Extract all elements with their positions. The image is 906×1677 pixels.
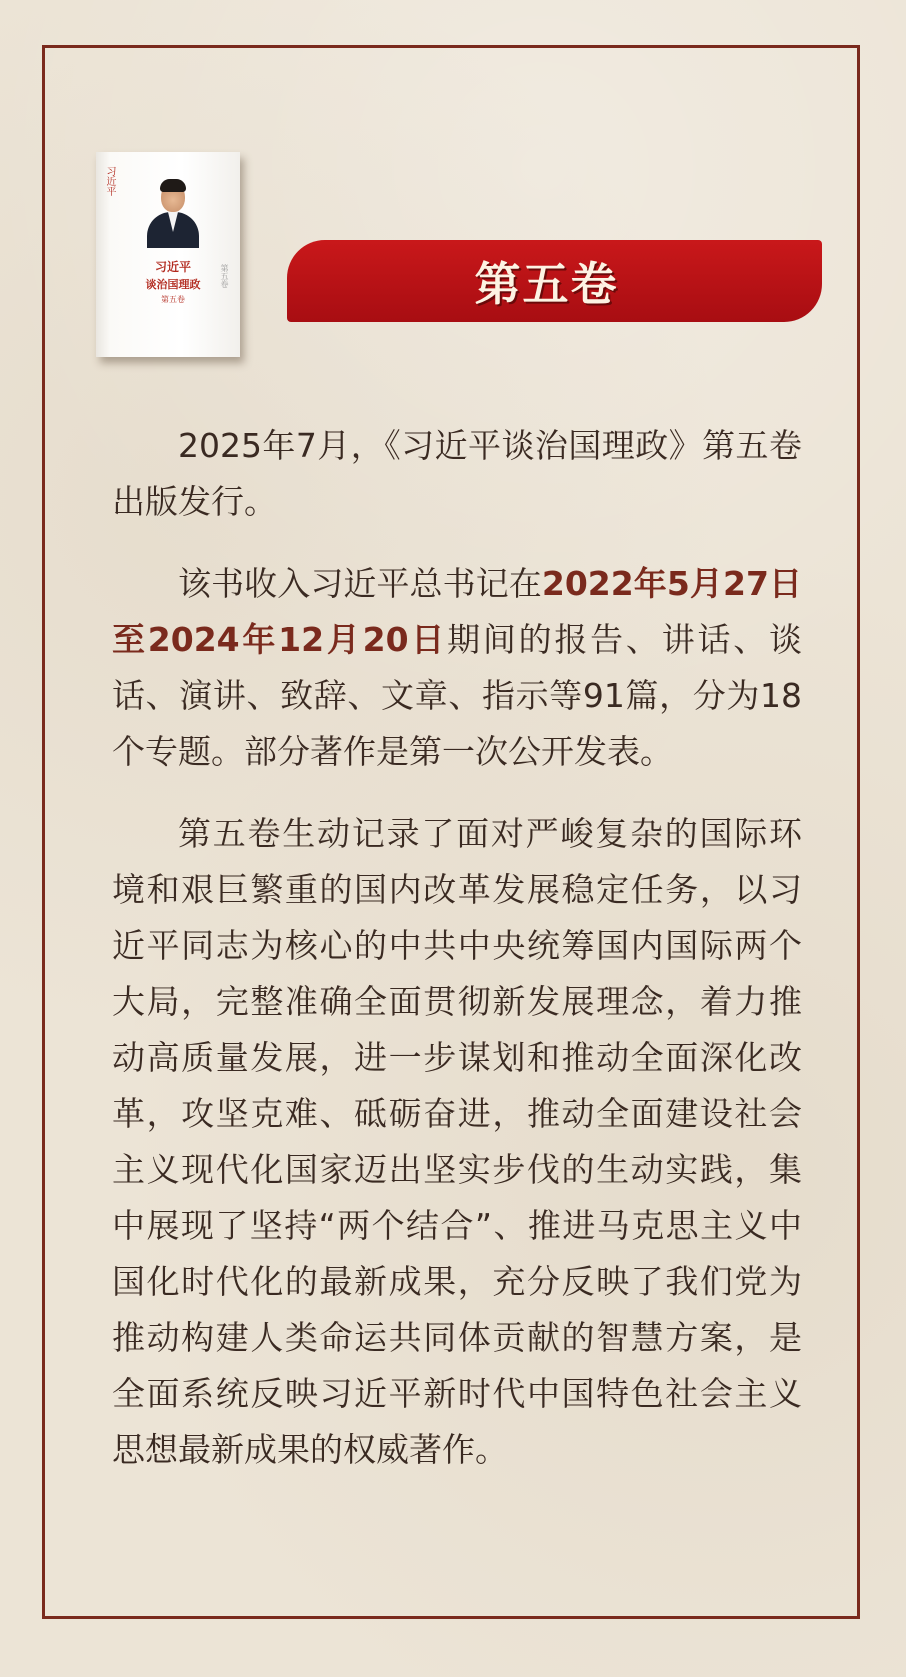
paragraph-summary-text: 第五卷生动记录了面对严峻复杂的国际环境和艰巨繁重的国内改革发展稳定任务，以习近平同志为核心的中共中央统筹国内国际两个大局，完整准确全面贯彻新发展理念，着力推动高质量发展，进一步谋划和推动全面深化改革，攻坚克难、砥砺奋进，推动全面建设社会主义现代化国家迈出坚实步伐的生动实践，集中展现了坚持“两个结合”、推进马克思主义中国化时代化的最新成果，充分反映了我们党为推动构建人类命运共同体贡献的智慧方案，是全面系统反映习近平新时代中国特色社会主义思想最新成果的权威著作。 (112, 814, 802, 1469)
paragraph-contents (112, 556, 802, 780)
book-side-text: 第五卷 (220, 264, 229, 288)
paragraph-contents-part2: 期间的报告、讲话、谈话、演讲、致辞、文章、指示等91篇，分为18个专题。部分著作是第一次公开发表。 (112, 620, 802, 771)
paragraph-contents-part1: 该书收入习近平总书记在 (178, 564, 542, 603)
paragraph-summary (112, 806, 802, 1478)
paragraph-release (112, 418, 802, 530)
title-banner (287, 240, 822, 322)
book-volume-label: 第五卷 (161, 295, 185, 304)
book-spine-text: 习近平 (104, 166, 115, 196)
book-title-name: 谈治国理政 (145, 278, 201, 291)
portrait-image (146, 176, 200, 248)
book-title-author: 习近平 (154, 260, 191, 274)
paragraph-release-text: 2025年7月，《习近平谈治国理政》第五卷出版发行。 (112, 426, 802, 521)
date-range-highlight: 2022年5月27日至2024年12月20日 (112, 564, 803, 659)
paragraph-contents-text (112, 556, 802, 780)
book-cover-image (96, 152, 240, 357)
banner-title: 第五卷 (474, 257, 619, 311)
